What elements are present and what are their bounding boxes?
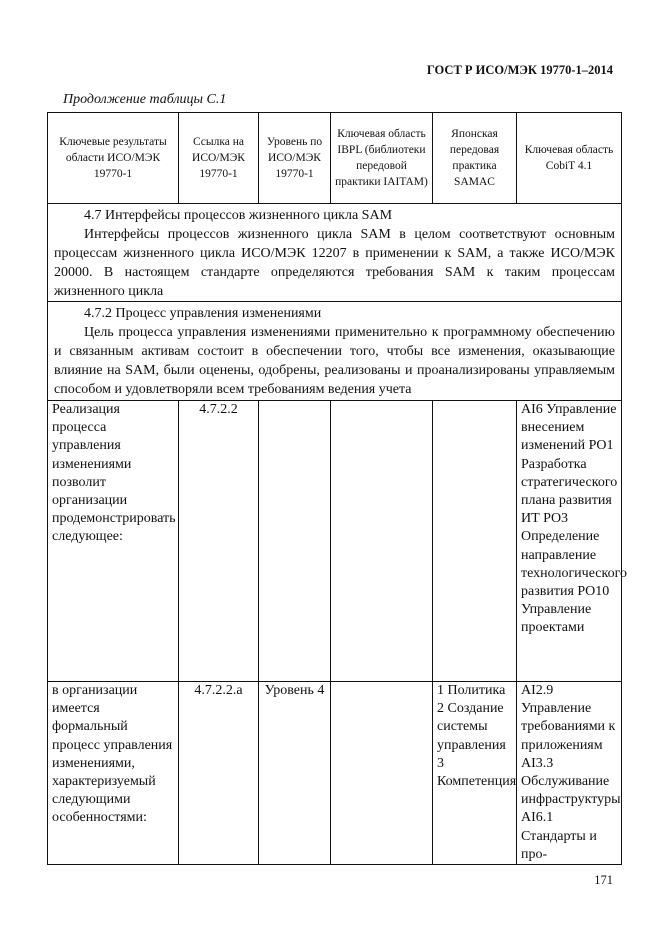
header-cobit: Ключевая область CobiT 4.1 [517, 113, 622, 204]
cell-cobit: AI2.9 Управление требованиями к приложениям AI3.3 Обслуживание инфраструктуры AI6.1 Стандарты и про- [517, 682, 622, 865]
header-key-results: Ключевые результаты области ИСО/МЭК 19770-1 [48, 113, 179, 204]
header-reference: Ссылка на ИСО/МЭК 19770-1 [179, 113, 259, 204]
cell-ibpl [331, 401, 433, 682]
cell-ibpl [331, 682, 433, 865]
cell-samac: 1 Политика 2 Создание системы управления 3 Компетенция [433, 682, 517, 865]
cell-level: Уровень 4 [259, 682, 331, 865]
table-header-row [48, 113, 622, 204]
section-title: 4.7.2 Процесс управления изменениями [84, 306, 322, 321]
cell-reference: 4.7.2.2 [179, 401, 259, 682]
cell-reference: 4.7.2.2.a [179, 682, 259, 865]
section-text: Интерфейсы процессов жизненного цикла SAM в целом соответствуют основным процессам жизненного цикла ИСО/МЭК 12207 в применении к SAM, а также ИСО/МЭК 20000. В настоящем стандарте определяются требования SAM к таким процессам жизненного цикла [54, 227, 615, 299]
table-caption: Продолжение таблицы С.1 [63, 92, 227, 107]
section-row [48, 204, 622, 302]
comparison-table [47, 112, 627, 865]
page-number: 171 [594, 873, 613, 887]
section-row [48, 302, 622, 401]
cell-cobit: AI6 Управление внесением изменений PO1 Разработка стратегического плана развития ИТ PO3 Определение направление технологического развития PO10 Управление проектами [517, 401, 622, 682]
cell-result: Реализация процесса управления изменениями позволит организации продемонстрировать следующее: [48, 401, 179, 682]
header-ibpl: Ключевая область IBPL (библиотеки передовой практики IAITAM) [331, 113, 433, 204]
section-cell [48, 204, 622, 302]
cell-samac [433, 401, 517, 682]
cell-result: в организации имеется формальный процесс управления изменениями, характеризуемый следующими особенностями: [48, 682, 179, 865]
cell-level [259, 401, 331, 682]
section-cell [48, 302, 622, 401]
header-samac: Японская передовая практика SAMAC [433, 113, 517, 204]
table-row [48, 682, 622, 865]
section-title: 4.7 Интерфейсы процессов жизненного цикла SAM [84, 208, 393, 223]
table-row [48, 401, 622, 682]
header-level: Уровень по ИСО/МЭК 19770-1 [259, 113, 331, 204]
section-text: Цель процесса управления изменениями применительно к программному обеспечению и связанным активам состоит в обеспечении того, чтобы все изменения, оказывающие влияние на SAM, были оценены, одобрены, реализованы и проанализированы управляемым способом и удовлетворяли всем требованиям ведения учета [54, 325, 615, 397]
document-code: ГОСТ Р ИСО/МЭК 19770-1–2014 [426, 63, 613, 77]
